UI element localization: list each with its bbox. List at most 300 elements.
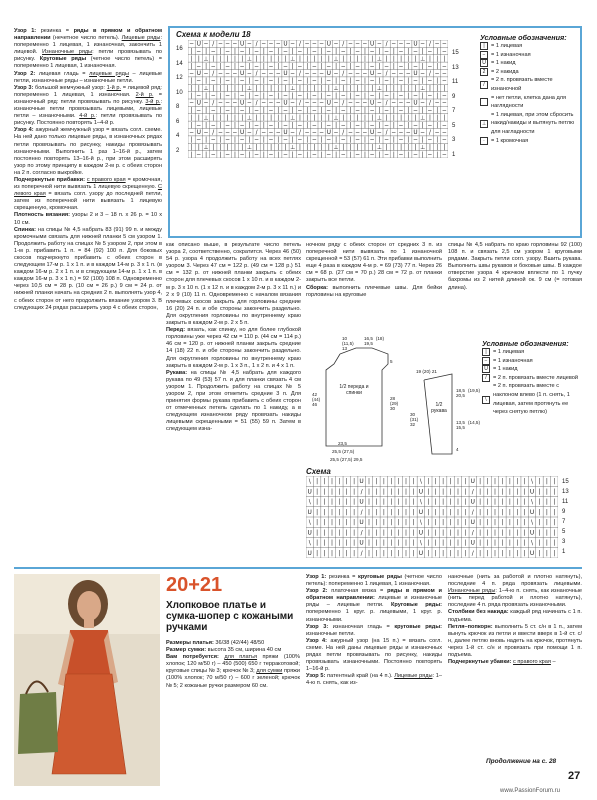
chart1-left-row-numbers: [176, 42, 186, 158]
svg-text:|: |: [538, 540, 541, 547]
svg-text:|: |: [464, 509, 467, 516]
svg-text:|: |: [407, 108, 410, 115]
svg-text:|: |: [353, 520, 356, 527]
left-paragraph: Подчеркнутые прибавки: с правого края = кромочная, из поперечной нити вывязать 1 лицевую скрещенную. С левого края = вязать согл. узору до последней петли, затем из поперечной нити вывязать 1 лицевую скрещенную, кромочная.: [14, 176, 162, 212]
svg-text:|: |: [277, 93, 280, 100]
svg-text:−: −: [232, 100, 238, 107]
front-label: 1/2 переда и спинки: [339, 384, 369, 396]
svg-text:U: U: [470, 479, 475, 486]
svg-text:|: |: [508, 509, 511, 516]
svg-text:U: U: [470, 520, 475, 527]
svg-text:|: |: [233, 49, 236, 56]
svg-text:\: \: [308, 520, 311, 527]
svg-text:|: |: [291, 78, 294, 85]
svg-text:−: −: [398, 122, 404, 129]
svg-text:|: |: [320, 152, 323, 158]
svg-text:|: |: [553, 530, 556, 537]
svg-text:|: |: [255, 85, 258, 92]
svg-text:−: −: [246, 41, 252, 48]
svg-text:|: |: [330, 479, 333, 486]
svg-text:|: |: [479, 489, 482, 496]
svg-text:|: |: [523, 520, 526, 527]
svg-text:U: U: [326, 130, 331, 137]
svg-text:|: |: [436, 85, 439, 92]
svg-text:−: −: [384, 108, 390, 115]
svg-text:−: −: [398, 137, 404, 144]
svg-text:|: |: [428, 115, 431, 122]
svg-text:|: |: [553, 479, 556, 486]
svg-text:|: |: [330, 489, 333, 496]
svg-text:U: U: [240, 71, 245, 78]
svg-text:|: |: [233, 122, 236, 129]
svg-text:|: |: [345, 479, 348, 486]
svg-text:−: −: [304, 130, 310, 137]
svg-text:/: /: [342, 130, 345, 137]
svg-text:|: |: [349, 93, 352, 100]
chart1-right-row-number: 3: [452, 137, 456, 143]
svg-text:⊥: ⊥: [290, 56, 296, 63]
svg-text:|: |: [449, 520, 452, 527]
svg-text:/: /: [385, 71, 388, 78]
svg-text:−: −: [441, 137, 447, 144]
svg-text:|: |: [421, 49, 424, 56]
svg-text:|: |: [219, 122, 222, 129]
svg-text:|: |: [190, 152, 193, 158]
svg-text:−: −: [311, 93, 317, 100]
svg-text:|: |: [190, 144, 193, 151]
svg-text:−: −: [405, 100, 411, 107]
svg-text:−: −: [441, 49, 447, 56]
dim-bottom-a: 23,5: [338, 441, 347, 446]
svg-text:|: |: [320, 49, 323, 56]
svg-text:U: U: [307, 530, 312, 537]
svg-text:−: −: [405, 130, 411, 137]
svg-text:|: |: [356, 56, 359, 63]
svg-text:|: |: [449, 509, 452, 516]
svg-text:|: |: [479, 550, 482, 557]
middle-paragraph: как описано выше, в результате число петель узора 2, соответственно, сократится. Через 46 (50) 54 р. узора 4 продолжить работу на всех петлях узором 3. Через 47 см = 122 р. (49 см = 128 р.) 51 см = 132 р. от нижней планки закрыть с обеих сторон для плечевых скосов 1 х 10 п. и в каждом 2-м р. 3 х 10 п. (1 х 12 п. и в каждом 2-м р. 3 х 11 п.) и 2 х 9 (10) 11 п. Одновременно с началом вязания плечевых скосов закрыть для горловины средние 16 (20) 24 п. и обе стороны закончить раздельно. Для округления горловины по внутреннему краю закрыть в каждом 2-м р. 2 х 5 п.: [166, 242, 301, 327]
svg-text:−: −: [355, 130, 361, 137]
svg-text:|: |: [306, 137, 309, 144]
svg-text:|: |: [338, 479, 341, 486]
svg-text:|: |: [226, 144, 229, 151]
svg-text:|: |: [327, 85, 330, 92]
svg-text:|: |: [335, 122, 338, 129]
svg-text:|: |: [516, 550, 519, 557]
svg-text:⊥: ⊥: [246, 56, 252, 63]
svg-text:|: |: [405, 509, 408, 516]
svg-text:−: −: [218, 100, 223, 107]
svg-text:|: |: [479, 520, 482, 527]
svg-text:\: \: [531, 520, 534, 527]
svg-text:|: |: [456, 489, 459, 496]
svg-text:|: |: [436, 108, 439, 115]
svg-text:|: |: [363, 49, 366, 56]
svg-text:|: |: [553, 550, 556, 557]
svg-text:−: −: [441, 63, 447, 70]
svg-text:|: |: [277, 78, 280, 85]
svg-text:|: |: [538, 479, 541, 486]
chart2-grid: [306, 476, 558, 558]
svg-text:−: −: [254, 152, 260, 158]
svg-text:|: |: [392, 49, 395, 56]
svg-text:|: |: [205, 108, 208, 115]
svg-text:|: |: [486, 499, 489, 506]
svg-text:|: |: [516, 520, 519, 527]
svg-text:|: |: [392, 108, 395, 115]
svg-text:−: −: [340, 122, 346, 129]
svg-text:|: |: [516, 489, 519, 496]
middle-paragraph: Перед: вязать, как спинку, но для более глубокой горловины уже через 42 см = 110 р. (44 см = 114 р.) 46 см = 120 р. от нижней планки закрыть средние 14 (18) 22 п. и обе стороны закончить раздельно. Для округления горловины по внутреннему краю закрыть в каждом 2-м р. 1 х 3 п., 1 х 2 п. и 4 х 1 п.: [166, 327, 301, 369]
svg-text:−: −: [268, 78, 274, 85]
svg-text:|: |: [434, 489, 437, 496]
svg-text:|: |: [363, 144, 366, 151]
svg-text:−: −: [405, 71, 411, 78]
svg-text:|: |: [375, 499, 378, 506]
svg-text:|: |: [342, 85, 345, 92]
svg-text:−: −: [203, 71, 209, 78]
svg-text:|: |: [270, 144, 273, 151]
svg-text:−: −: [225, 137, 231, 144]
svg-text:|: |: [421, 63, 424, 70]
svg-text:|: |: [456, 509, 459, 516]
svg-text:|: |: [390, 530, 393, 537]
svg-text:|: |: [226, 85, 229, 92]
svg-text:|: |: [405, 520, 408, 527]
dim-bottom-c: 25,5 (27,5) 29,5: [330, 457, 363, 462]
bottom-right-paragraph: Столбики без накида: каждый ряд начинать с 1 п. подъема.: [448, 609, 582, 623]
svg-text:|: |: [545, 489, 548, 496]
svg-text:−: −: [239, 108, 245, 115]
svg-text:|: |: [382, 479, 385, 486]
chart1-right-row-number: 1: [452, 151, 456, 158]
dim-top-a: 10 (11,5) 13: [342, 336, 354, 351]
svg-text:U: U: [413, 71, 418, 78]
svg-text:|: |: [291, 49, 294, 56]
svg-text:−: −: [225, 100, 231, 107]
svg-text:−: −: [398, 49, 404, 56]
svg-text:|: |: [434, 540, 437, 547]
svg-text:⊥: ⊥: [420, 115, 426, 122]
svg-text:|: |: [262, 108, 265, 115]
svg-text:|: |: [421, 122, 424, 129]
svg-text:U: U: [326, 41, 331, 48]
svg-text:−: −: [362, 100, 368, 107]
svg-text:−: −: [355, 78, 361, 85]
svg-text:−: −: [268, 49, 274, 56]
chart2-legend-symbol-icon: −: [482, 357, 490, 365]
svg-text:|: |: [421, 108, 424, 115]
chart2-right-row-numbers: [562, 477, 576, 557]
svg-text:⊥: ⊥: [420, 56, 426, 63]
svg-text:|: |: [320, 122, 323, 129]
svg-text:−: −: [427, 122, 433, 129]
svg-text:|: |: [338, 540, 341, 547]
svg-text:|: |: [291, 93, 294, 100]
svg-text:|: |: [262, 85, 265, 92]
svg-text:|: |: [241, 85, 244, 92]
svg-text:/: /: [360, 550, 363, 557]
svg-text:−: −: [297, 49, 303, 56]
svg-text:|: |: [392, 63, 395, 70]
svg-text:|: |: [397, 550, 400, 557]
left-paragraph: Узор 1: резинка = ряды в прямом и обратном направлении (нечетное число петель). Лицевые ряды: попеременно 1 лицевая, 1 изнаночная, закончить 1 лицевой. Изнаночные ряды: петли провязывать по рисунку. Круговые ряды (четное число петель) = попеременно 1 лицевая, 1 изнаночная.: [14, 28, 162, 70]
svg-text:⊥: ⊥: [376, 115, 382, 122]
svg-text:|: |: [356, 85, 359, 92]
svg-text:|: |: [553, 499, 556, 506]
bottom-left-paragraph: Вам потребуется: для платья пряжи (100% хлопок; 120 м/50 г) – 450 (500) 650 г терракотовой; круговые спицы № 3; крючок № 3; для сумки пряжи (100% хлопок; 70 м/50 г) – 600 г зеленой; крючок № 5; 2 кожаные ручки размером 60 см.: [166, 654, 300, 689]
svg-text:|: |: [313, 115, 316, 122]
svg-text:−: −: [283, 108, 288, 115]
svg-text:U: U: [283, 71, 288, 78]
svg-text:U: U: [413, 130, 418, 137]
svg-text:|: |: [291, 63, 294, 70]
svg-text:−: −: [441, 41, 447, 48]
svg-text:|: |: [494, 509, 496, 516]
bottom-middle-paragraph: Узор 4: ажурный узор (на 15 п.) = вязать согл. схеме. На ней даны лицевые ряды и изнаночных рядах петли провязывать по рисунку, накиды провязывать изнаночными. Постоянно повторять 1–16-й р.: [306, 637, 442, 673]
chart1-left-row-number: 14: [176, 60, 183, 67]
svg-text:−: −: [232, 41, 238, 48]
svg-text:−: −: [398, 63, 404, 70]
svg-text:|: |: [212, 144, 215, 151]
svg-text:|: |: [434, 550, 437, 557]
svg-text:−: −: [369, 93, 375, 100]
svg-text:|: |: [298, 85, 301, 92]
svg-text:/: /: [255, 41, 258, 48]
bottom-left-paragraph: Размер сумки: высота 35 см, ширина 40 см: [166, 647, 282, 654]
svg-text:−: −: [348, 130, 353, 137]
svg-text:−: −: [232, 71, 238, 78]
svg-text:|: |: [212, 85, 215, 92]
svg-text:U: U: [529, 550, 535, 557]
svg-text:|: |: [407, 122, 410, 129]
svg-text:−: −: [413, 49, 418, 56]
svg-text:|: |: [345, 499, 348, 506]
svg-text:−: −: [268, 41, 274, 48]
svg-text:|: |: [233, 144, 236, 151]
svg-text:−: −: [210, 137, 216, 144]
svg-text:|: |: [375, 550, 378, 557]
svg-text:|: |: [342, 115, 345, 122]
svg-text:|: |: [219, 115, 222, 122]
svg-text:|: |: [323, 550, 326, 557]
svg-text:−: −: [420, 41, 426, 48]
svg-text:U: U: [370, 100, 375, 107]
svg-text:−: −: [189, 41, 195, 48]
svg-text:|: |: [330, 540, 333, 547]
svg-text:|: |: [349, 85, 352, 92]
svg-text:−: −: [391, 71, 397, 78]
svg-text:−: −: [275, 41, 281, 48]
svg-text:−: −: [333, 41, 339, 48]
dim-bottom-b: 25,5 (27,5): [332, 449, 355, 454]
chart1-legend-label: = 1 кромочная: [491, 137, 529, 144]
svg-text:\: \: [531, 479, 534, 486]
svg-text:|: |: [545, 520, 548, 527]
chart1-legend-label: = 1 изнаночная: [491, 51, 531, 58]
svg-text:|: |: [516, 479, 519, 486]
svg-text:−: −: [283, 63, 288, 70]
svg-text:|: |: [400, 115, 403, 122]
svg-text:|: |: [382, 520, 385, 527]
svg-text:⊥: ⊥: [420, 144, 426, 151]
svg-text:|: |: [298, 115, 301, 122]
svg-text:−: −: [420, 71, 426, 78]
svg-text:|: |: [306, 85, 309, 92]
section-divider: [14, 567, 582, 569]
svg-text:−: −: [196, 122, 202, 129]
far-right-paragraph: спицы № 4,5 набрать по краю горловины 92 (100) 108 п. и связать 2,5 см узором 1 круговыми рядами. Закрыть петли согл. узору. Вшить рукава. Выполнить швы рукавов и боковые швы. В каждое отверстие узора 4 крючком вплести по 1 пучку бахромы из 2 нитей длиной ок. 9 см (= готовая длина).: [448, 242, 582, 291]
svg-text:|: |: [262, 56, 265, 63]
chart2-right-row-number: 13: [562, 489, 569, 495]
chart1-legend-item: [480, 94, 575, 111]
svg-text:|: |: [390, 479, 393, 486]
svg-text:−: −: [268, 100, 274, 107]
svg-text:−: −: [311, 71, 317, 78]
svg-text:−: −: [225, 63, 231, 70]
svg-text:|: |: [414, 115, 417, 122]
svg-text:|: |: [375, 530, 378, 537]
svg-text:|: |: [443, 85, 446, 92]
chart2-legend-symbol-icon: |: [482, 348, 490, 356]
svg-text:|: |: [349, 63, 352, 70]
svg-text:−: −: [362, 41, 368, 48]
svg-text:−: −: [225, 78, 231, 85]
svg-text:|: |: [316, 499, 319, 506]
svg-text:|: |: [375, 520, 378, 527]
svg-text:−: −: [333, 71, 339, 78]
svg-text:−: −: [268, 137, 274, 144]
svg-text:−: −: [246, 71, 252, 78]
svg-text:U: U: [529, 489, 535, 496]
svg-text:−: −: [362, 71, 368, 78]
chart2-title: Схема: [306, 467, 331, 476]
svg-text:|: |: [284, 115, 287, 122]
svg-text:/: /: [360, 530, 363, 537]
svg-text:−: −: [290, 100, 296, 107]
svg-text:U: U: [240, 41, 245, 48]
svg-text:|: |: [338, 520, 341, 527]
chart2-legend-symbol-icon: U: [482, 365, 490, 373]
svg-text:|: |: [233, 56, 236, 63]
svg-text:|: |: [291, 108, 294, 115]
svg-text:|: |: [407, 93, 410, 100]
svg-text:|: |: [277, 144, 280, 151]
svg-text:−: −: [333, 100, 339, 107]
svg-text:−: −: [254, 63, 260, 70]
chart2-legend-label: = 1 изнаночная: [493, 357, 533, 364]
svg-text:⊥: ⊥: [333, 144, 339, 151]
svg-text:|: |: [345, 489, 348, 496]
svg-text:−: −: [434, 130, 440, 137]
svg-text:|: |: [320, 63, 323, 70]
svg-text:−: −: [297, 108, 303, 115]
svg-text:|: |: [277, 63, 280, 70]
svg-text:|: |: [342, 56, 345, 63]
svg-text:|: |: [421, 137, 424, 144]
svg-text:−: −: [196, 63, 202, 70]
svg-text:−: −: [355, 71, 361, 78]
svg-text:|: |: [190, 93, 193, 100]
svg-text:|: |: [545, 499, 548, 506]
svg-text:|: |: [375, 479, 378, 486]
svg-text:−: −: [311, 137, 317, 144]
svg-text:|: |: [306, 108, 309, 115]
svg-text:|: |: [407, 56, 410, 63]
svg-text:|: |: [316, 509, 319, 516]
svg-text:−: −: [297, 137, 303, 144]
svg-text:−: −: [210, 122, 216, 129]
svg-text:|: |: [219, 56, 222, 63]
middle-paragraph: Рукава: на спицы № 4,5 набрать для каждого рукава по 49 (53) 57 п. и для планки связать 4 см узором 1. Продолжить работу на спицах № 5 узором 2, при этом отметить средние 3 п. Для принятия формы рукава прибавить с обеих сторон от отмеченных петель сделать по 1 накиду, а в следующем изнаночном ряду провязать накиды лицевыми скрещенными = 51 (55) 59 п. Затем в следующем изна-: [166, 369, 301, 433]
svg-text:−: −: [427, 108, 433, 115]
svg-text:|: |: [335, 49, 338, 56]
svg-text:−: −: [304, 41, 310, 48]
svg-text:|: |: [434, 520, 437, 527]
chart1-legend: [480, 34, 575, 145]
svg-text:/: /: [298, 100, 301, 107]
svg-text:|: |: [385, 56, 388, 63]
svg-text:|: |: [392, 152, 395, 158]
svg-text:|: |: [449, 479, 452, 486]
chart1-legend-item: [480, 42, 575, 51]
svg-text:|: |: [436, 56, 439, 63]
svg-text:−: −: [355, 137, 361, 144]
chart2-legend-label: = 2 п. провязать вместе лицевой: [493, 374, 579, 381]
svg-text:|: |: [368, 520, 370, 527]
svg-text:/: /: [298, 41, 301, 48]
svg-text:−: −: [326, 152, 332, 158]
svg-text:|: |: [241, 115, 244, 122]
svg-text:U: U: [307, 509, 312, 516]
svg-text:/: /: [255, 100, 258, 107]
svg-text:\: \: [308, 499, 311, 506]
svg-text:|: |: [335, 78, 338, 85]
svg-text:−: −: [355, 49, 361, 56]
svg-text:|: |: [501, 499, 504, 506]
svg-text:−: −: [239, 63, 245, 70]
svg-text:/: /: [428, 41, 431, 48]
svg-text:−: −: [210, 108, 216, 115]
svg-text:−: −: [203, 130, 209, 137]
svg-text:|: |: [205, 93, 208, 100]
svg-text:|: |: [392, 115, 395, 122]
svg-text:|: |: [306, 56, 309, 63]
svg-text:|: |: [486, 520, 489, 527]
chart2-right-row-number: 7: [562, 519, 566, 525]
svg-text:−: −: [434, 71, 440, 78]
svg-text:|: |: [392, 85, 395, 92]
svg-text:\: \: [308, 540, 311, 547]
svg-text:−: −: [355, 122, 361, 129]
svg-text:|: |: [428, 144, 431, 151]
svg-text:|: |: [407, 144, 410, 151]
svg-text:|: |: [219, 137, 222, 144]
svg-text:−: −: [340, 78, 346, 85]
svg-text:|: |: [427, 520, 430, 527]
svg-text:|: |: [538, 499, 541, 506]
svg-text:|: |: [241, 56, 244, 63]
svg-text:⊥: ⊥: [333, 115, 339, 122]
svg-text:/: /: [471, 509, 474, 516]
svg-text:|: |: [248, 93, 251, 100]
svg-text:|: |: [327, 56, 330, 63]
svg-text:|: |: [349, 108, 352, 115]
svg-text:|: |: [330, 550, 333, 557]
svg-text:−: −: [434, 100, 440, 107]
svg-text:|: |: [385, 85, 388, 92]
dim-arm: 28 (29) 30: [390, 396, 399, 411]
